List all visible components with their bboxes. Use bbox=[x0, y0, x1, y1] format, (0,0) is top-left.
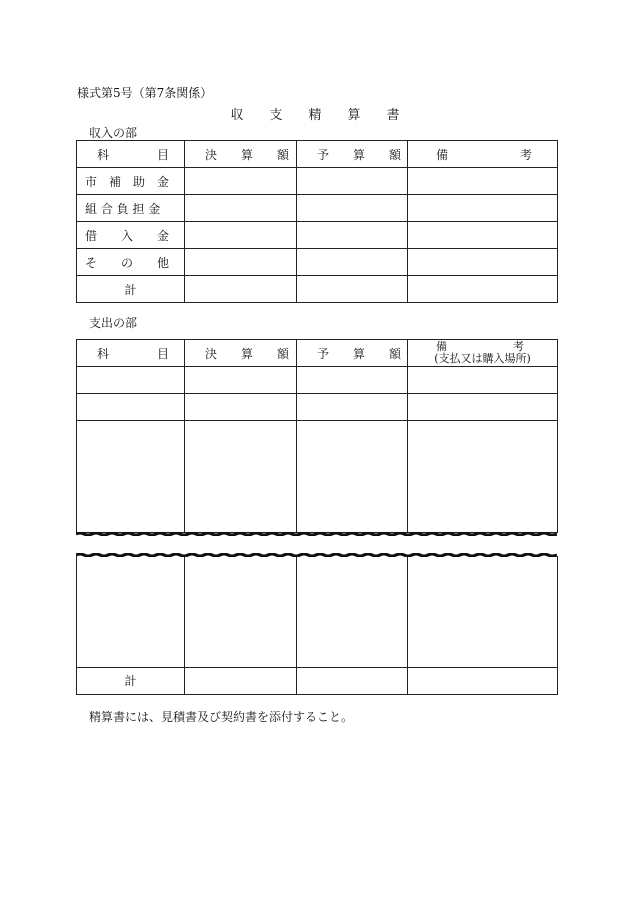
income-budget-cell[interactable] bbox=[297, 249, 408, 276]
income-row bbox=[77, 195, 558, 222]
income-header-subject: 科 目 bbox=[77, 141, 185, 168]
expense-subject-cell[interactable] bbox=[77, 421, 185, 533]
income-row bbox=[77, 222, 558, 249]
expense-row bbox=[77, 421, 558, 533]
income-row bbox=[77, 168, 558, 195]
income-section-label: 収入の部 bbox=[89, 126, 138, 140]
income-budget-cell[interactable] bbox=[297, 222, 408, 249]
expense-total-budget-cell[interactable] bbox=[297, 667, 408, 694]
expense-settlement-cell[interactable] bbox=[185, 367, 297, 394]
expense-settlement-cell[interactable] bbox=[185, 394, 297, 421]
expense-budget-cell[interactable] bbox=[297, 556, 408, 667]
expense-total-label: 計 bbox=[77, 667, 185, 694]
expense-header-remarks-sub: (支払又は購入場所) bbox=[434, 352, 531, 365]
expense-header-row bbox=[77, 340, 558, 367]
income-settlement-cell[interactable] bbox=[185, 249, 297, 276]
income-settlement-cell[interactable] bbox=[185, 168, 297, 195]
income-total-settlement-cell[interactable] bbox=[185, 276, 297, 303]
expense-subject-cell[interactable] bbox=[77, 394, 185, 421]
expense-subject-cell[interactable] bbox=[77, 556, 185, 667]
expense-total-row bbox=[77, 667, 558, 694]
expense-total-settlement-cell[interactable] bbox=[185, 667, 297, 694]
income-total-label: 計 bbox=[77, 276, 185, 303]
income-header-remarks: 備 考 bbox=[408, 141, 558, 168]
expense-remarks-cell[interactable] bbox=[408, 394, 558, 421]
form-number: 様式第5号（第7条関係） bbox=[77, 86, 213, 100]
income-header-settlement: 決 算 額 bbox=[185, 141, 297, 168]
income-settlement-cell[interactable] bbox=[185, 195, 297, 222]
income-row-label: そ の 他 bbox=[77, 249, 185, 276]
expense-header-remarks bbox=[408, 340, 558, 367]
expense-total-remarks-cell[interactable] bbox=[408, 667, 558, 694]
document-title: 収 支 精 算 書 bbox=[230, 108, 400, 123]
income-total-row bbox=[77, 276, 558, 303]
expense-table-upper bbox=[76, 339, 558, 533]
income-remarks-cell[interactable] bbox=[408, 168, 558, 195]
expense-table-lower bbox=[76, 556, 558, 695]
income-budget-cell[interactable] bbox=[297, 168, 408, 195]
expense-row bbox=[77, 367, 558, 394]
income-settlement-cell[interactable] bbox=[185, 222, 297, 249]
expense-remarks-cell[interactable] bbox=[408, 556, 558, 667]
income-row-label: 借 入 金 bbox=[77, 222, 185, 249]
expense-header-budget: 予 算 額 bbox=[297, 340, 408, 367]
expense-remarks-cell[interactable] bbox=[408, 367, 558, 394]
expense-budget-cell[interactable] bbox=[297, 367, 408, 394]
income-row-label: 組 合 負 担 金 bbox=[77, 195, 185, 222]
income-budget-cell[interactable] bbox=[297, 195, 408, 222]
income-remarks-cell[interactable] bbox=[408, 249, 558, 276]
expense-budget-cell[interactable] bbox=[297, 421, 408, 533]
income-header-row bbox=[77, 141, 558, 168]
attachment-note: 精算書には、見積書及び契約書を添付すること。 bbox=[89, 710, 354, 724]
expense-remarks-cell[interactable] bbox=[408, 421, 558, 533]
expense-header-settlement: 決 算 額 bbox=[185, 340, 297, 367]
income-row bbox=[77, 249, 558, 276]
income-header-budget: 予 算 額 bbox=[297, 141, 408, 168]
expense-settlement-cell[interactable] bbox=[185, 556, 297, 667]
expense-settlement-cell[interactable] bbox=[185, 421, 297, 533]
income-remarks-cell[interactable] bbox=[408, 195, 558, 222]
expense-section-label: 支出の部 bbox=[89, 316, 138, 330]
expense-header-subject: 科 目 bbox=[77, 340, 185, 367]
expense-budget-cell[interactable] bbox=[297, 394, 408, 421]
expense-row bbox=[77, 394, 558, 421]
expense-row bbox=[77, 556, 558, 667]
income-total-remarks-cell[interactable] bbox=[408, 276, 558, 303]
expense-subject-cell[interactable] bbox=[77, 367, 185, 394]
break-line-top bbox=[76, 532, 557, 536]
income-remarks-cell[interactable] bbox=[408, 222, 558, 249]
expense-header-remarks-top: 備 考 bbox=[436, 340, 524, 353]
income-row-label: 市 補 助 金 bbox=[77, 168, 185, 195]
income-table bbox=[76, 140, 558, 303]
income-total-budget-cell[interactable] bbox=[297, 276, 408, 303]
